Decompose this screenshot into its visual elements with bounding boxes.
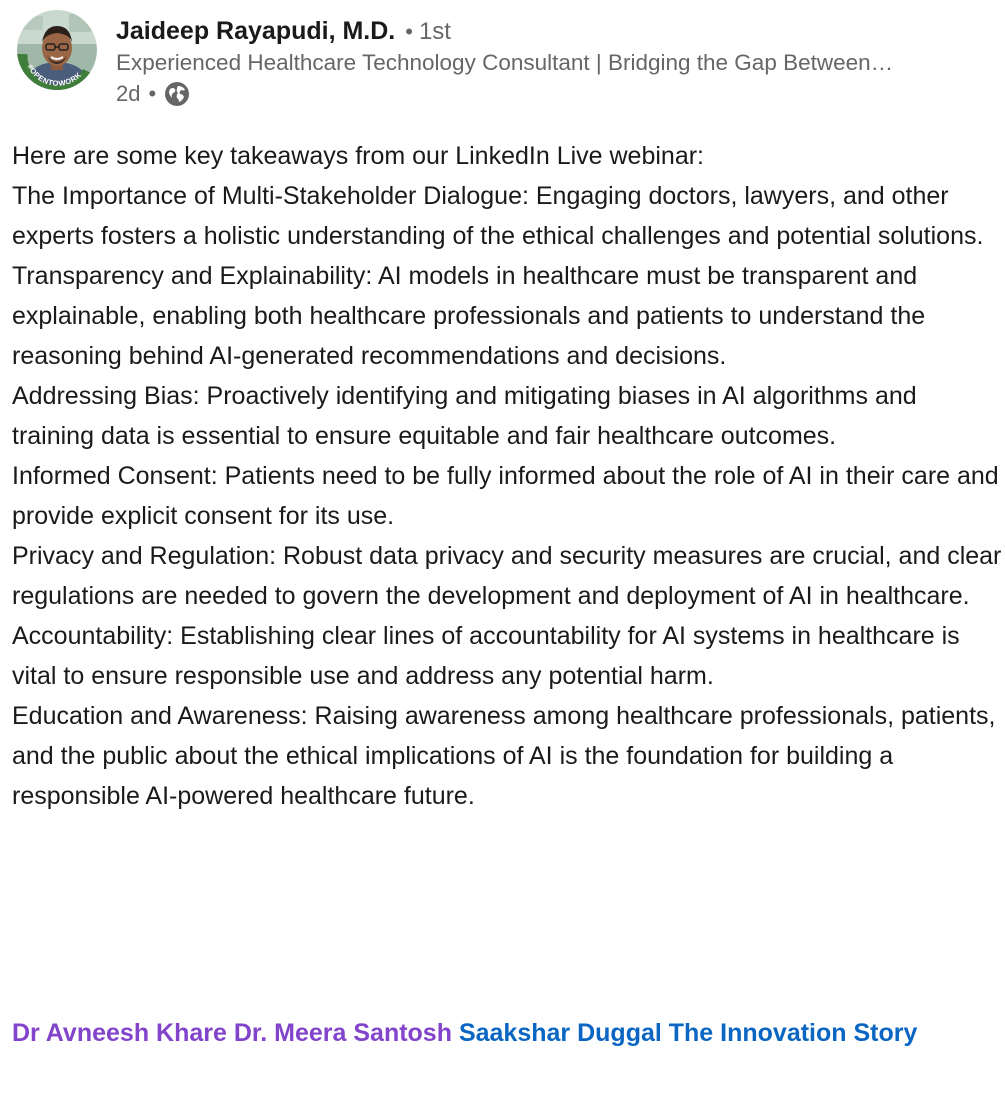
- connection-degree: 1st: [418, 18, 451, 45]
- post-time: 2d: [116, 81, 141, 106]
- post-header: [12, 10, 1002, 110]
- globe-icon: [164, 81, 190, 107]
- author-name[interactable]: Jaideep Rayapudi, M.D.: [116, 17, 396, 45]
- post-intro: Here are some key takeaways from our LinkedIn Live webinar:: [12, 142, 704, 170]
- takeaway-multi-stakeholder: The Importance of Multi-Stakeholder Dialogue: Engaging doctors, lawyers, and other experts fosters a holistic understanding of the ethical challenges and potential solutions.: [12, 182, 984, 250]
- avatar-image: [17, 10, 97, 90]
- mention-innovation-story[interactable]: The Innovation Story: [668, 1019, 918, 1047]
- meta-separator: •: [148, 81, 157, 106]
- takeaway-transparency: Transparency and Explainability: AI models in healthcare must be transparent and explainable, enabling both healthcare professionals and patients to understand the reasoning behind AI-generated recommendations and decisions.: [12, 262, 926, 370]
- post-meta: [116, 78, 996, 110]
- mention-saakshar-duggal[interactable]: Saakshar Duggal: [458, 1019, 662, 1047]
- takeaway-bias: Addressing Bias: Proactively identifying and mitigating biases in AI algorithms and training data is essential to ensure equitable and fair healthcare outcomes.: [12, 382, 917, 450]
- mention-avneesh-khare[interactable]: Dr Avneesh Khare: [12, 1019, 227, 1047]
- author-avatar[interactable]: [17, 10, 97, 90]
- author-name-row: [116, 14, 996, 48]
- mention-meera-santosh[interactable]: Dr. Meera Santosh: [233, 1019, 452, 1047]
- takeaway-consent: Informed Consent: Patients need to be fully informed about the role of AI in their care and provide explicit consent for its use.: [12, 462, 999, 530]
- post-mentions: [12, 1013, 992, 1053]
- avatar-frame-text: #OPENTOWORK: [25, 62, 84, 88]
- takeaway-education: Education and Awareness: Raising awareness among healthcare professionals, patients, and the public about the ethical implications of AI is the foundation for building a responsible AI-powered healthcare future.: [12, 702, 996, 810]
- author-headline: Experienced Healthcare Technology Consultant | Bridging the Gap Between…: [116, 50, 894, 75]
- takeaway-privacy: Privacy and Regulation: Robust data privacy and security measures are crucial, and clear regulations are needed to govern the development and deployment of AI in healthcare.: [12, 542, 1002, 610]
- name-separator: •: [405, 19, 413, 44]
- author-info: [116, 14, 996, 110]
- takeaway-accountability: Accountability: Establishing clear lines of accountability for AI systems in healthcare is vital to ensure responsible use and address any potential harm.: [12, 622, 960, 690]
- post-body: [12, 136, 1005, 816]
